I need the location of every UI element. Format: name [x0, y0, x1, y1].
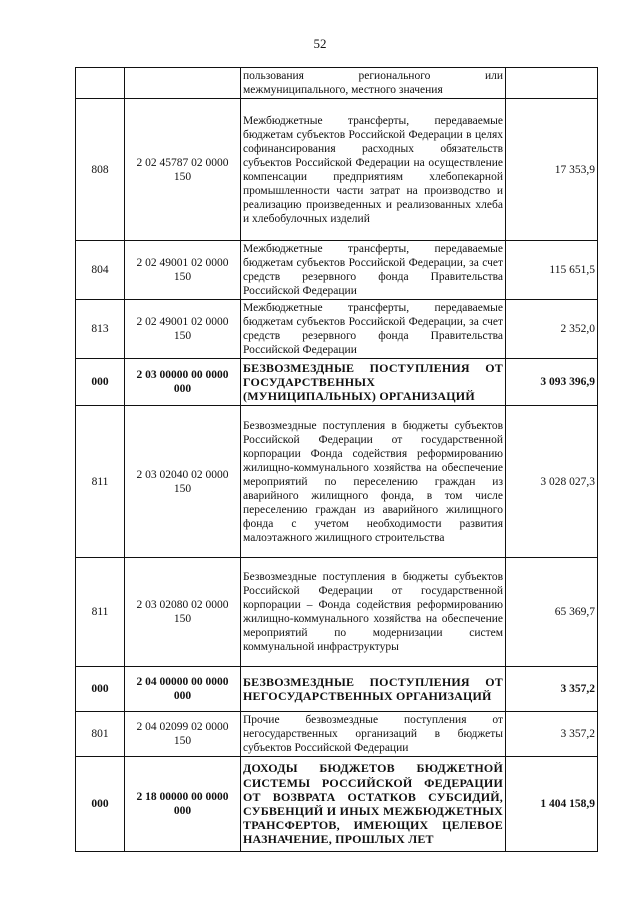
name-cell: Прочие безвозмездные поступления от негосударственных организаций в бюджеты субъектов Российской Федерации: [241, 712, 506, 757]
name-cell: пользования регионального или межмуниципального, местного значения: [241, 68, 506, 99]
budget-code-cell: [125, 68, 241, 99]
amount-cell: 3 028 027,3: [506, 406, 598, 558]
section-title-cell: БЕЗВОЗМЕЗДНЫЕ ПОСТУПЛЕНИЯ ОТ НЕГОСУДАРСТВЕННЫХ ОРГАНИЗАЦИЙ: [241, 667, 506, 712]
admin-code-cell: 811: [76, 558, 125, 667]
table-row: [76, 99, 598, 241]
name-cell: Межбюджетные трансферты, передаваемые бюджетам субъектов Российской Федерации, за счет средств резервного фонда Правительства Российской Федерации: [241, 300, 506, 359]
table-row-section: [76, 757, 598, 852]
admin-code-cell: 804: [76, 241, 125, 300]
amount-cell: 115 651,5: [506, 241, 598, 300]
table-row: [76, 68, 598, 99]
table-row: [76, 300, 598, 359]
table-row: [76, 712, 598, 757]
budget-code-cell: 2 04 00000 00 0000 000: [125, 667, 241, 712]
budget-code-cell: 2 03 02040 02 0000 150: [125, 406, 241, 558]
admin-code-cell: 000: [76, 359, 125, 406]
amount-cell: 2 352,0: [506, 300, 598, 359]
section-title-cell: БЕЗВОЗМЕЗДНЫЕ ПОСТУПЛЕНИЯ ОТ ГОСУДАРСТВЕННЫХ (МУНИЦИПАЛЬНЫХ) ОРГАНИЗАЦИЙ: [241, 359, 506, 406]
table-row: [76, 241, 598, 300]
name-cell: Межбюджетные трансферты, передаваемые бюджетам субъектов Российской Федерации, за счет средств резервного фонда Правительства Российской Федерации: [241, 241, 506, 300]
budget-code-cell: 2 18 00000 00 0000 000: [125, 757, 241, 852]
table-row: [76, 406, 598, 558]
section-title-cell: ДОХОДЫ БЮДЖЕТОВ БЮДЖЕТНОЙ СИСТЕМЫ РОССИЙСКОЙ ФЕДЕРАЦИИ ОТ ВОЗВРАТА ОСТАТКОВ СУБСИДИЙ, СУБВЕНЦИЙ И ИНЫХ МЕЖБЮДЖЕТНЫХ ТРАНСФЕРТОВ, ИМЕЮЩИХ ЦЕЛЕВОЕ НАЗНАЧЕНИЕ, ПРОШЛЫХ ЛЕТ: [241, 757, 506, 852]
admin-code-cell: [76, 68, 125, 99]
admin-code-cell: 801: [76, 712, 125, 757]
admin-code-cell: 000: [76, 667, 125, 712]
budget-code-cell: 2 03 02080 02 0000 150: [125, 558, 241, 667]
amount-cell: 65 369,7: [506, 558, 598, 667]
revenue-table: [75, 67, 598, 852]
table-row: [76, 558, 598, 667]
admin-code-cell: 813: [76, 300, 125, 359]
revenue-table-body: [76, 68, 598, 852]
name-cell: Безвозмездные поступления в бюджеты субъектов Российской Федерации от государственной корпорации – Фонда содействия реформированию жилищно-коммунального хозяйства на обеспечение мероприятий по модернизации систем коммунальной инфраструктуры: [241, 558, 506, 667]
table-row-section: [76, 667, 598, 712]
budget-code-cell: 2 03 00000 00 0000 000: [125, 359, 241, 406]
amount-cell: 1 404 158,9: [506, 757, 598, 852]
amount-cell: 3 357,2: [506, 712, 598, 757]
amount-cell: 3 093 396,9: [506, 359, 598, 406]
admin-code-cell: 000: [76, 757, 125, 852]
amount-cell: 3 357,2: [506, 667, 598, 712]
budget-code-cell: 2 02 49001 02 0000 150: [125, 241, 241, 300]
amount-cell: 17 353,9: [506, 99, 598, 241]
page-number: 52: [313, 36, 327, 51]
name-cell: Безвозмездные поступления в бюджеты субъектов Российской Федерации от государственной корпорации Фонда содействия реформированию жилищно-коммунального хозяйства на обеспечение мероприятий по переселению граждан из аварийного жилищного фонда, в том числе переселению граждан из аварийного жилищного фонда с учетом необходимости развития малоэтажного жилищного строительства: [241, 406, 506, 558]
table-row-section: [76, 359, 598, 406]
budget-code-cell: 2 02 49001 02 0000 150: [125, 300, 241, 359]
budget-code-cell: 2 04 02099 02 0000 150: [125, 712, 241, 757]
name-cell: Межбюджетные трансферты, передаваемые бюджетам субъектов Российской Федерации в целях софинансирования расходных обязательств субъектов Российской Федерации на осуществление компенсации предприятиям хлебопекарной промышленности части затрат на производство и реализацию произведенных и реализованных хлеба и хлебобулочных изделий: [241, 99, 506, 241]
admin-code-cell: 811: [76, 406, 125, 558]
budget-code-cell: 2 02 45787 02 0000 150: [125, 99, 241, 241]
amount-cell: [506, 68, 598, 99]
admin-code-cell: 808: [76, 99, 125, 241]
